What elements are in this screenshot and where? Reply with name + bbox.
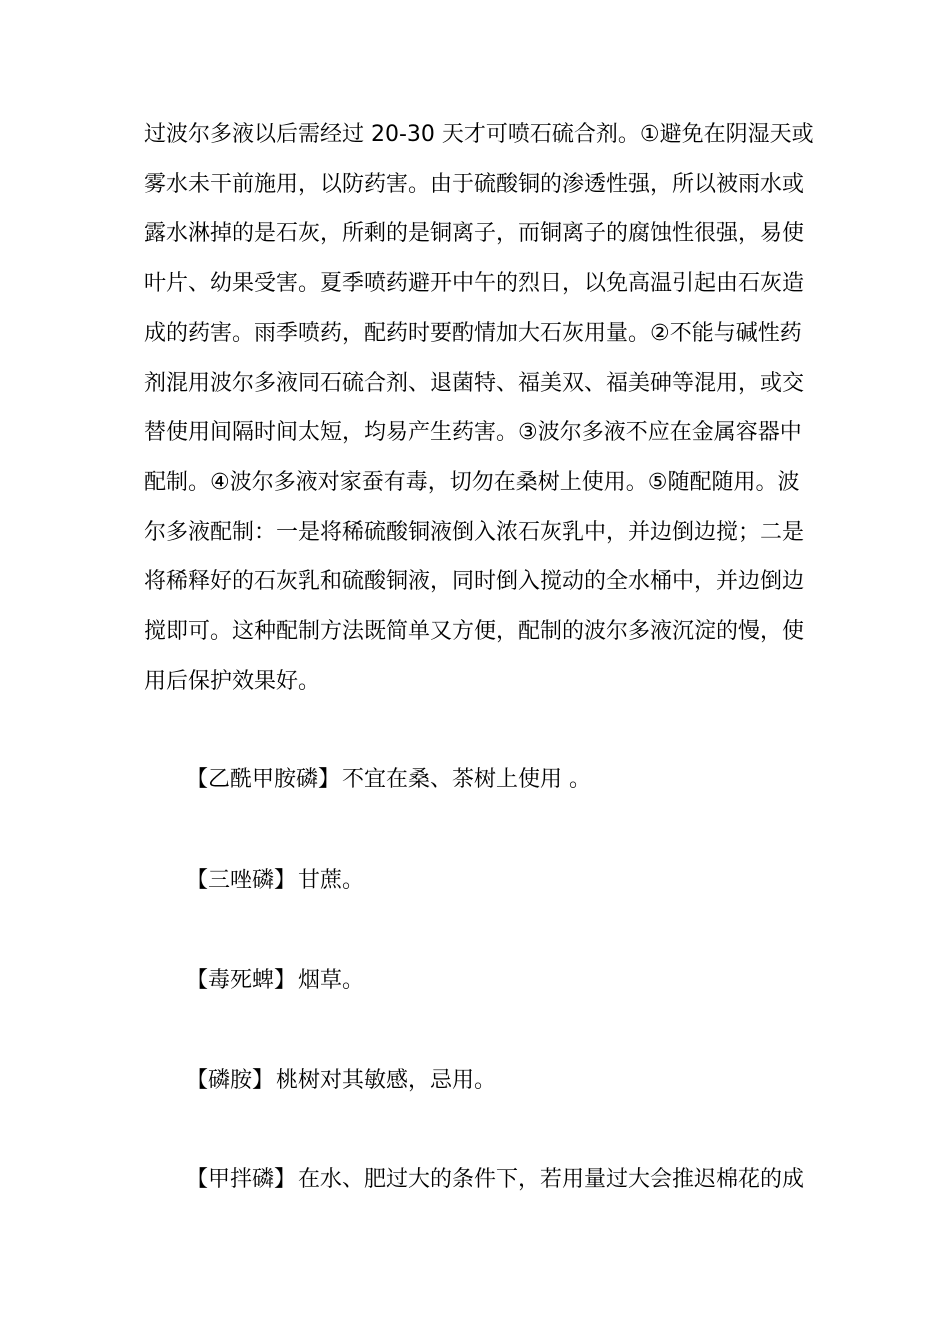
pesticide-entry-phosphamidon (186, 1066, 826, 1096)
pesticide-entry-phorate (186, 1165, 826, 1195)
pesticide-entry-chlorpyrifos (186, 966, 826, 996)
entry-text: 甘蔗。 (298, 868, 365, 893)
paragraph-line: 尔多液配制：一是将稀硫酸铜液倒入浓石灰乳中，并边倒边搅；二是 (144, 519, 805, 545)
paragraph-line: 剂混用波尔多液同石硫合剂、退菌特、福美双、福美砷等混用，或交 (144, 370, 805, 396)
paragraph-line: 过波尔多液以后需经过 20-30 天才可喷石硫合剂。①避免在阴湿天或 (144, 122, 814, 147)
paragraph-line: 配制。④波尔多液对家蚕有毒，切勿在桑树上使用。⑤随配随用。波 (144, 469, 800, 495)
entry-text: 桃树对其敏感，忌用。 (276, 1068, 497, 1093)
entry-term: 【磷胺】 (186, 1068, 275, 1093)
entry-term: 【乙酰甲胺磷】 (186, 767, 341, 792)
paragraph-line: 替使用间隔时间太短，均易产生药害。③波尔多液不应在金属容器中 (144, 420, 802, 446)
pesticide-entry-acephate (186, 765, 826, 795)
paragraph-line: 用后保护效果好。 (144, 668, 321, 694)
pesticide-entry-triazophos (186, 866, 826, 896)
entry-term: 【三唑磷】 (186, 868, 297, 893)
paragraph-line: 将稀释好的石灰乳和硫酸铜液，同时倒入搅动的全水桶中，并边倒边 (144, 569, 805, 595)
entry-term: 【甲拌磷】 (186, 1167, 297, 1192)
paragraph-line: 成的药害。雨季喷药，配药时要酌情加大石灰用量。②不能与碱性药 (144, 320, 802, 346)
paragraph-line: 雾水未干前施用，以防药害。由于硫酸铜的渗透性强，所以被雨水或 (144, 171, 805, 197)
entry-text: 烟草。 (298, 968, 365, 993)
paragraph-line: 叶片、幼果受害。夏季喷药避开中午的烈日，以免高温引起由石灰造 (144, 271, 805, 297)
paragraph-line: 搅即可。这种配制方法既简单又方便，配制的波尔多液沉淀的慢，使 (144, 619, 805, 645)
paragraph-line: 露水淋掉的是石灰，所剩的是铜离子，而铜离子的腐蚀性很强，易使 (144, 221, 805, 247)
entry-text: 在水、肥过大的条件下，若用量过大会推迟棉花的成 (298, 1167, 805, 1192)
entry-text: 不宜在桑、茶树上使用 。 (342, 767, 592, 792)
body-paragraph (144, 110, 814, 706)
entry-term: 【毒死蜱】 (186, 968, 297, 993)
